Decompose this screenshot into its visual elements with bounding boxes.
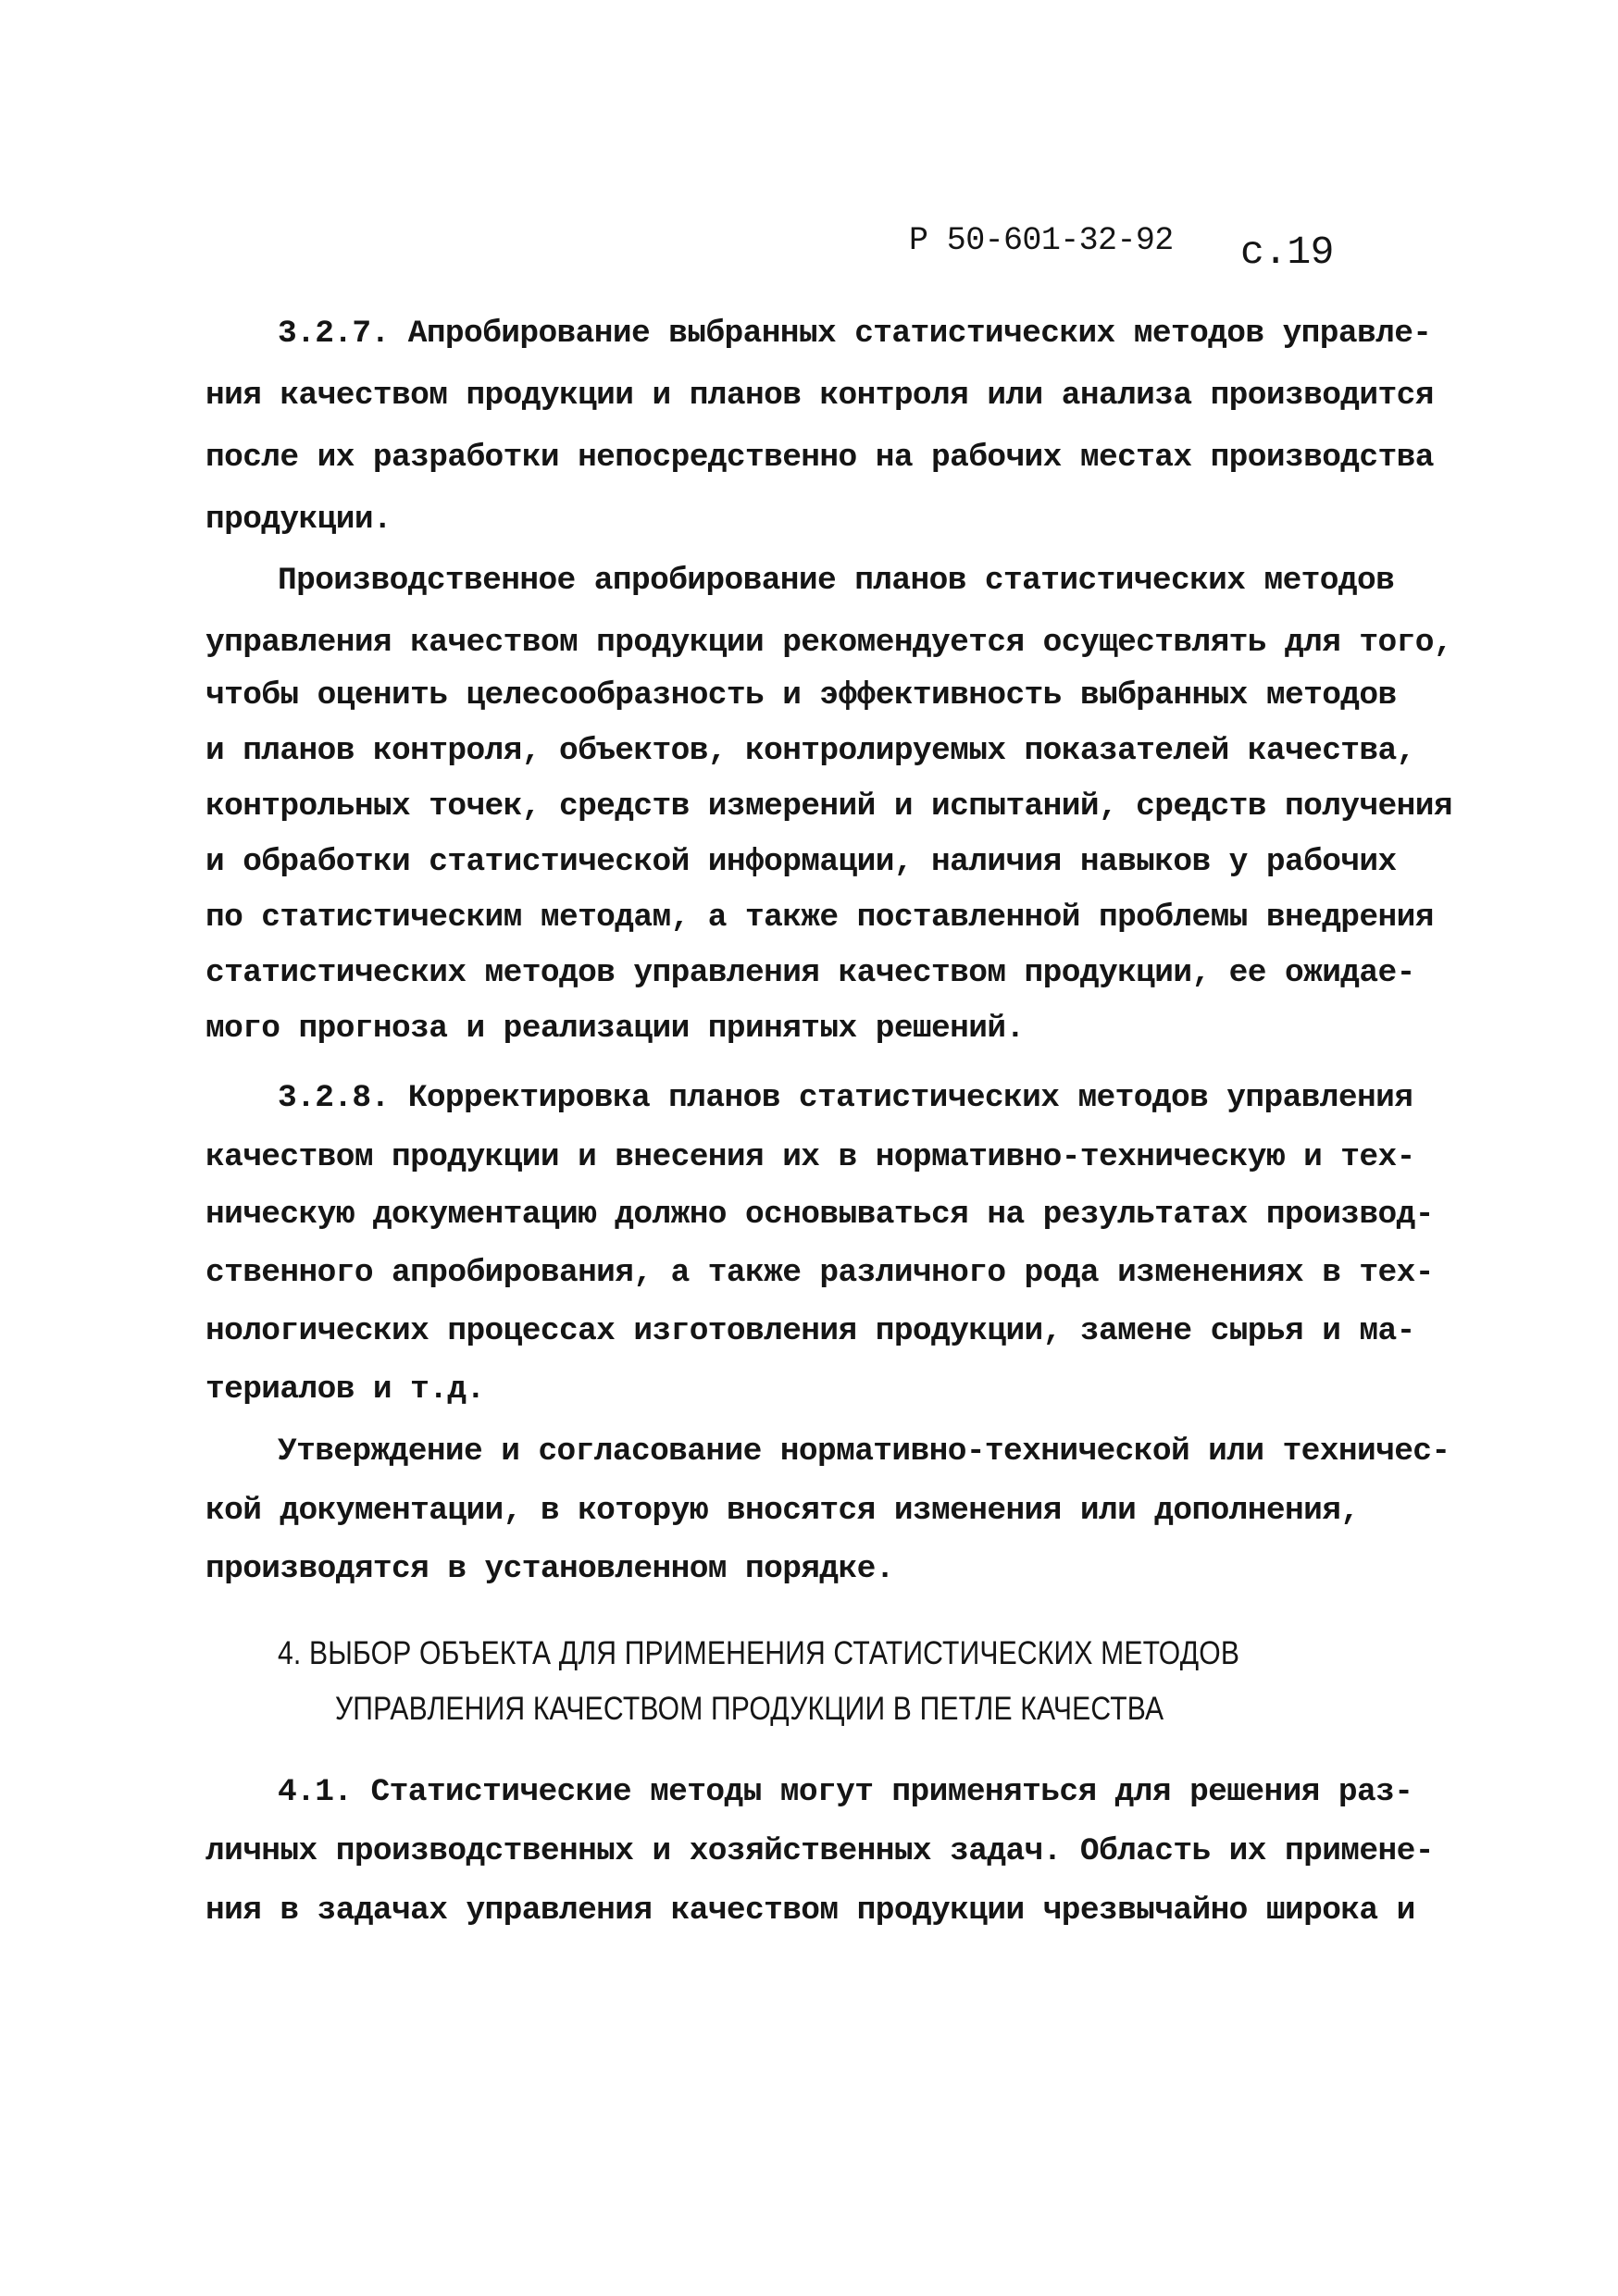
document-code: Р 50-601-32-92 bbox=[909, 222, 1174, 259]
text-line: и обработки статистической информации, наличия навыков у рабочих bbox=[205, 844, 1397, 880]
text-line: кой документации, в которую вносятся изменения или дополнения, bbox=[205, 1493, 1360, 1529]
text-line: чтобы оценить целесообразность и эффективность выбранных методов bbox=[205, 677, 1397, 714]
text-line: и планов контроля, объектов, контролируемых показателей качества, bbox=[205, 733, 1415, 769]
text-line: статистических методов управления качеством продукции, ее ожидае- bbox=[205, 955, 1415, 991]
text-line: 3.2.8. Корректировка планов статистических методов управления bbox=[278, 1080, 1413, 1116]
text-line: после их разработки непосредственно на рабочих местах производства bbox=[205, 440, 1434, 476]
text-line: Утверждение и согласование нормативно-технической или техничес- bbox=[278, 1433, 1450, 1470]
text-line: 3.2.7. Апробирование выбранных статистических методов управле- bbox=[278, 316, 1432, 352]
text-line: 4.1. Статистические методы могут применяться для решения раз- bbox=[278, 1774, 1413, 1810]
text-line: нологических процессах изготовления продукции, замене сырья и ма- bbox=[205, 1313, 1415, 1349]
text-line: териалов и т.д. bbox=[205, 1371, 485, 1408]
section-heading-line-2: УПРАВЛЕНИЯ КАЧЕСТВОМ ПРОДУКЦИИ В ПЕТЛЕ КАЧЕСТВА bbox=[335, 1691, 1164, 1727]
text-line: ственного апробирования, а также различного рода изменениях в тех- bbox=[205, 1255, 1434, 1291]
text-line: ния качеством продукции и планов контроля или анализа производится bbox=[205, 378, 1434, 414]
text-line: качеством продукции и внесения их в нормативно-техническую и тех- bbox=[205, 1139, 1415, 1175]
text-line: производятся в установленном порядке. bbox=[205, 1551, 894, 1587]
text-line: личных производственных и хозяйственных задач. Область их примене- bbox=[205, 1833, 1434, 1869]
text-line: мого прогноза и реализации принятых решений. bbox=[205, 1011, 1025, 1047]
section-heading-line-1: 4. ВЫБОР ОБЪЕКТА ДЛЯ ПРИМЕНЕНИЯ СТАТИСТИЧЕСКИХ МЕТОДОВ bbox=[278, 1635, 1240, 1671]
text-line: ническую документацию должно основываться на результатах производ- bbox=[205, 1197, 1434, 1233]
text-line: управления качеством продукции рекомендуется осуществлять для того, bbox=[205, 625, 1452, 661]
text-line: контрольных точек, средств измерений и испытаний, средств получения bbox=[205, 788, 1452, 825]
text-line: по статистическим методам, а также поставленной проблемы внедрения bbox=[205, 900, 1434, 936]
page-number: с.19 bbox=[1240, 230, 1334, 275]
text-line: ния в задачах управления качеством продукции чрезвычайно широка и bbox=[205, 1893, 1415, 1929]
text-line: Производственное апробирование планов статистических методов bbox=[278, 563, 1395, 599]
text-line: продукции. bbox=[205, 502, 392, 538]
